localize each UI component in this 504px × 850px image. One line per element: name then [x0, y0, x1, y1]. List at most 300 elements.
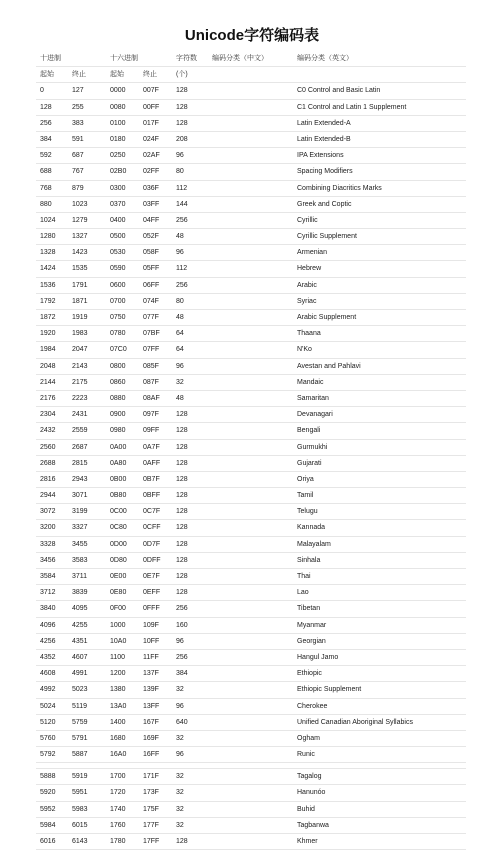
cell-dec-start: 2176	[40, 394, 56, 402]
cell-category-en: Devanagari	[297, 411, 333, 419]
cell-hex-end: 03FF	[143, 200, 160, 208]
cell-dec-start: 3456	[40, 556, 56, 564]
cell-hex-start: 0880	[110, 394, 126, 402]
table-row	[36, 472, 466, 488]
cell-dec-start: 1872	[40, 314, 56, 321]
cell-hex-start: 1760	[110, 821, 126, 829]
table-row	[36, 164, 466, 180]
cell-category-en: Mandaic	[297, 378, 324, 386]
table-row	[36, 83, 466, 99]
cell-category-en: Ogham	[297, 734, 320, 742]
cell-category-en: Thai	[297, 573, 311, 580]
cell-category-en: Malayalam	[297, 540, 331, 548]
cell-dec-end: 3455	[72, 540, 88, 548]
cell-hex-end: 137F	[143, 670, 159, 678]
cell-hex-start: 0530	[110, 249, 126, 257]
cell-dec-start: 688	[40, 168, 52, 176]
cell-category-en: Arabic Supplement	[297, 314, 357, 321]
cell-category-en: Unified Canadian Aboriginal Syllabics	[297, 718, 413, 726]
cell-dec-start: 2816	[40, 475, 56, 483]
cell-char-count: 48	[176, 314, 184, 321]
cell-hex-end: 0FFF	[143, 605, 160, 613]
cell-category-en: Buhid	[297, 805, 315, 813]
table-row	[36, 100, 466, 116]
cell-dec-end: 1919	[72, 314, 88, 321]
table-row	[36, 359, 466, 375]
cell-hex-start: 0C80	[110, 524, 127, 532]
cell-category-en: IPA Extensions	[297, 152, 344, 160]
cell-dec-start: 2688	[40, 459, 56, 467]
table-row	[36, 682, 466, 698]
table-row	[36, 769, 466, 785]
cell-category-en: N'Ko	[297, 346, 312, 354]
cell-hex-end: 02AF	[143, 152, 160, 160]
cell-hex-end: 0BFF	[143, 492, 161, 500]
cell-char-count: 128	[176, 103, 188, 111]
cell-dec-end: 5791	[72, 734, 88, 742]
cell-category-en: Sinhala	[297, 556, 321, 564]
cell-hex-end: 08AF	[143, 394, 160, 402]
cell-dec-start: 592	[40, 152, 52, 160]
cell-hex-start: 0100	[110, 119, 126, 127]
cell-dec-start: 1024	[40, 216, 56, 224]
cell-dec-end: 5759	[72, 718, 88, 726]
cell-category-en: Cyrillic	[297, 216, 318, 224]
cell-dec-end: 5119	[72, 702, 88, 710]
cell-hex-start: 1400	[110, 718, 126, 726]
cell-hex-end: 09FF	[143, 427, 160, 435]
cell-dec-end: 4607	[72, 653, 88, 661]
cell-char-count: 128	[176, 589, 188, 597]
table-row	[36, 391, 466, 407]
table-row	[36, 278, 466, 294]
table-row	[36, 456, 466, 472]
cell-char-count: 128	[176, 459, 188, 467]
cell-hex-end: 06FF	[143, 281, 160, 289]
table-row	[36, 423, 466, 439]
cell-char-count: 128	[176, 508, 188, 516]
cell-category-en: Hangul Jamo	[297, 653, 339, 661]
cell-dec-start: 1920	[40, 330, 56, 338]
cell-hex-end: 02FF	[143, 168, 160, 176]
cell-dec-start: 5792	[40, 751, 56, 759]
cell-dec-start: 3712	[40, 589, 56, 597]
cell-hex-end: 0DFF	[143, 556, 161, 564]
cell-dec-start: 2432	[40, 427, 56, 435]
cell-hex-end: 139F	[143, 686, 159, 694]
cell-char-count: 96	[176, 362, 184, 370]
cell-dec-end: 879	[72, 184, 84, 192]
cell-dec-end: 2559	[72, 427, 88, 435]
cell-category-en: Bengali	[297, 427, 321, 435]
cell-hex-start: 1740	[110, 805, 126, 813]
cell-dec-start: 2560	[40, 443, 56, 451]
cell-dec-end: 5951	[72, 789, 88, 797]
cell-char-count: 128	[176, 492, 188, 500]
cell-hex-start: 0080	[110, 103, 126, 111]
cell-category-en: Gujarati	[297, 459, 322, 467]
cell-hex-start: 1780	[110, 838, 126, 845]
cell-hex-end: 097F	[143, 411, 159, 419]
cell-category-en: Tamil	[297, 492, 314, 500]
cell-category-en: Cyrillic Supplement	[297, 233, 357, 241]
cell-hex-start: 0700	[110, 297, 126, 305]
cell-hex-start: 0500	[110, 233, 126, 241]
cell-category-en: Tagbanwa	[297, 821, 329, 829]
table-row	[36, 504, 466, 520]
cell-hex-end: 074F	[143, 297, 159, 305]
cell-char-count: 640	[176, 718, 188, 726]
cell-char-count: 256	[176, 653, 188, 661]
cell-hex-start: 0590	[110, 265, 126, 273]
cell-hex-end: 0B7F	[143, 475, 160, 483]
cell-dec-end: 6015	[72, 821, 88, 829]
cell-char-count: 256	[176, 605, 188, 613]
cell-dec-start: 5920	[40, 789, 56, 797]
cell-dec-start: 2304	[40, 411, 56, 419]
table-header-top	[36, 51, 466, 67]
cell-char-count: 112	[176, 265, 188, 273]
cell-hex-end: 0E7F	[143, 573, 160, 580]
cell-char-count: 32	[176, 789, 184, 797]
cell-hex-end: 11FF	[143, 653, 159, 661]
cell-dec-end: 2143	[72, 362, 88, 370]
table-row	[36, 229, 466, 245]
cell-dec-end: 1023	[72, 200, 88, 208]
cell-category-en: Gurmukhi	[297, 443, 328, 451]
cell-char-count: 96	[176, 637, 184, 645]
cell-dec-end: 2175	[72, 378, 88, 386]
cell-char-count: 96	[176, 751, 184, 759]
header-hex: 十六进制	[110, 55, 138, 62]
table-row	[36, 148, 466, 164]
cell-category-en: Lao	[297, 589, 309, 597]
table-row	[36, 294, 466, 310]
cell-dec-start: 3200	[40, 524, 56, 532]
table-row	[36, 132, 466, 148]
table-row	[36, 585, 466, 601]
cell-dec-end: 2431	[72, 411, 88, 419]
cell-dec-end: 2223	[72, 394, 88, 402]
header-category-en: 编码分类（英文）	[297, 55, 353, 62]
cell-dec-start: 3840	[40, 605, 56, 613]
header-category-cn: 编码分类（中文）	[212, 55, 268, 62]
cell-hex-start: 1100	[110, 653, 126, 661]
cell-char-count: 64	[176, 346, 184, 354]
cell-dec-start: 880	[40, 200, 52, 208]
table-body-continued	[36, 769, 466, 850]
cell-category-en: Cherokee	[297, 702, 328, 710]
cell-hex-end: 007F	[143, 87, 159, 95]
cell-hex-start: 0A00	[110, 443, 127, 451]
cell-dec-start: 4608	[40, 670, 56, 678]
cell-hex-start: 0B80	[110, 492, 127, 500]
cell-hex-start: 0250	[110, 152, 126, 160]
cell-hex-end: 0AFF	[143, 459, 161, 467]
table-row	[36, 245, 466, 261]
cell-hex-end: 077F	[143, 314, 159, 321]
cell-hex-start: 1680	[110, 734, 126, 742]
cell-hex-end: 171F	[143, 773, 159, 781]
cell-dec-start: 1328	[40, 249, 56, 257]
cell-category-en: Hanunóo	[297, 789, 326, 797]
cell-hex-end: 07FF	[143, 346, 160, 354]
cell-hex-end: 024F	[143, 135, 159, 143]
cell-hex-start: 1380	[110, 686, 126, 694]
cell-dec-end: 4095	[72, 605, 88, 613]
cell-char-count: 144	[176, 200, 188, 208]
table-row	[36, 116, 466, 132]
cell-hex-end: 085F	[143, 362, 159, 370]
cell-dec-start: 4352	[40, 653, 56, 661]
cell-char-count: 32	[176, 734, 184, 742]
cell-dec-end: 5919	[72, 773, 88, 781]
cell-char-count: 128	[176, 475, 188, 483]
cell-dec-end: 3199	[72, 508, 88, 516]
cell-hex-end: 00FF	[143, 103, 160, 111]
cell-dec-end: 1279	[72, 216, 88, 224]
table-row	[36, 310, 466, 326]
cell-hex-end: 13FF	[143, 702, 160, 710]
cell-dec-start: 6016	[40, 838, 56, 845]
cell-dec-end: 3071	[72, 492, 88, 500]
cell-dec-end: 1535	[72, 265, 88, 273]
cell-hex-end: 036F	[143, 184, 159, 192]
table-row	[36, 699, 466, 715]
cell-hex-start: 0300	[110, 184, 126, 192]
cell-dec-start: 1984	[40, 346, 56, 354]
cell-category-en: Georgian	[297, 637, 326, 645]
cell-category-en: Runic	[297, 751, 315, 759]
cell-hex-start: 1200	[110, 670, 126, 678]
cell-char-count: 128	[176, 411, 188, 419]
cell-dec-end: 5023	[72, 686, 88, 694]
cell-dec-end: 2687	[72, 443, 88, 451]
cell-dec-start: 1536	[40, 281, 56, 289]
cell-hex-end: 0D7F	[143, 540, 161, 548]
cell-dec-start: 5024	[40, 702, 56, 710]
cell-hex-start: 0B00	[110, 475, 127, 483]
cell-dec-end: 5983	[72, 805, 88, 813]
table-row	[36, 407, 466, 423]
cell-hex-end: 087F	[143, 378, 159, 386]
cell-char-count: 64	[176, 330, 184, 338]
page-title: Unicode字符编码表	[184, 27, 320, 44]
cell-dec-end: 6143	[72, 838, 88, 845]
cell-hex-start: 10A0	[110, 637, 127, 645]
table-row	[36, 785, 466, 801]
cell-char-count: 32	[176, 378, 184, 386]
header-count-unit: (个)	[176, 71, 188, 79]
table-row	[36, 818, 466, 834]
table-row	[36, 747, 466, 763]
cell-category-en: Greek and Coptic	[297, 200, 352, 208]
cell-dec-end: 4991	[72, 670, 88, 678]
cell-hex-start: 02B0	[110, 168, 127, 176]
cell-category-en: Latin Extended-B	[297, 135, 351, 143]
cell-char-count: 384	[176, 670, 188, 678]
cell-hex-start: 0750	[110, 314, 126, 321]
cell-char-count: 80	[176, 168, 184, 176]
table-row	[36, 569, 466, 585]
header-hex-start: 起始	[110, 71, 124, 79]
cell-char-count: 128	[176, 119, 188, 127]
cell-hex-start: 0980	[110, 427, 126, 435]
cell-category-en: Kannada	[297, 524, 326, 532]
cell-hex-start: 0180	[110, 135, 126, 143]
cell-hex-start: 0C00	[110, 508, 127, 516]
cell-hex-start: 1720	[110, 789, 126, 797]
cell-hex-start: 0A80	[110, 459, 127, 467]
cell-char-count: 96	[176, 249, 184, 257]
cell-dec-end: 1423	[72, 249, 88, 257]
cell-category-en: C1 Control and Latin 1 Supplement	[297, 103, 407, 111]
table-row	[36, 520, 466, 536]
cell-char-count: 128	[176, 556, 188, 564]
cell-dec-start: 5952	[40, 805, 56, 813]
cell-dec-end: 3327	[72, 524, 88, 532]
cell-category-en: Myanmar	[297, 621, 327, 629]
table-row	[36, 553, 466, 569]
cell-dec-start: 5888	[40, 773, 56, 781]
cell-char-count: 128	[176, 540, 188, 548]
table-header-sub	[36, 67, 466, 83]
cell-dec-end: 5887	[72, 751, 88, 759]
cell-dec-start: 4992	[40, 686, 56, 694]
cell-char-count: 48	[176, 233, 184, 241]
cell-char-count: 80	[176, 297, 184, 305]
table-row	[36, 601, 466, 617]
unicode-table	[36, 51, 466, 850]
cell-hex-start: 0400	[110, 216, 126, 224]
cell-hex-start: 16A0	[110, 751, 127, 759]
cell-category-en: C0 Control and Basic Latin	[297, 87, 381, 95]
header-decimal: 十进制	[40, 55, 61, 62]
cell-char-count: 32	[176, 805, 184, 813]
cell-dec-start: 3072	[40, 508, 56, 516]
table-row	[36, 488, 466, 504]
cell-dec-end: 3583	[72, 556, 88, 564]
table-row	[36, 213, 466, 229]
cell-hex-end: 0C7F	[143, 508, 161, 516]
cell-dec-end: 3711	[72, 573, 88, 580]
cell-hex-start: 0370	[110, 200, 126, 208]
cell-hex-end: 175F	[143, 805, 159, 813]
table-row	[36, 342, 466, 358]
table-row	[36, 666, 466, 682]
cell-dec-start: 0	[40, 87, 44, 95]
cell-hex-end: 169F	[143, 734, 159, 742]
cell-dec-start: 2944	[40, 492, 56, 500]
cell-dec-start: 2048	[40, 362, 56, 370]
cell-hex-start: 0D00	[110, 540, 127, 548]
cell-hex-end: 10FF	[143, 637, 160, 645]
cell-dec-start: 5760	[40, 734, 56, 742]
cell-category-en: Ethiopic Supplement	[297, 686, 362, 694]
header-dec-start: 起始	[40, 71, 54, 79]
cell-char-count: 128	[176, 427, 188, 435]
cell-dec-end: 127	[72, 87, 84, 95]
cell-char-count: 96	[176, 702, 184, 710]
cell-dec-end: 767	[72, 168, 84, 176]
cell-dec-end: 1791	[72, 281, 88, 289]
cell-char-count: 128	[176, 573, 188, 580]
cell-hex-start: 1000	[110, 621, 126, 629]
cell-dec-start: 1280	[40, 233, 56, 241]
cell-hex-end: 052F	[143, 233, 159, 241]
cell-dec-end: 4351	[72, 637, 88, 645]
cell-dec-end: 1983	[72, 330, 88, 338]
table-row	[36, 181, 466, 197]
cell-hex-end: 07BF	[143, 330, 160, 338]
cell-hex-start: 0D80	[110, 556, 127, 564]
cell-hex-end: 109F	[143, 621, 159, 629]
cell-dec-start: 256	[40, 119, 52, 127]
cell-category-en: Hebrew	[297, 265, 322, 273]
cell-dec-start: 5120	[40, 718, 56, 726]
cell-char-count: 128	[176, 87, 188, 95]
cell-dec-end: 687	[72, 152, 84, 160]
cell-category-en: Combining Diacritics Marks	[297, 184, 382, 192]
cell-hex-start: 0000	[110, 87, 126, 95]
table-row	[36, 440, 466, 456]
table-body	[36, 83, 466, 763]
cell-dec-end: 2943	[72, 475, 88, 483]
cell-dec-start: 3584	[40, 573, 56, 580]
cell-hex-end: 173F	[143, 789, 159, 797]
cell-hex-end: 058F	[143, 249, 159, 257]
cell-dec-start: 128	[40, 103, 52, 111]
table-row	[36, 634, 466, 650]
cell-char-count: 32	[176, 773, 184, 781]
cell-char-count: 96	[176, 152, 184, 160]
table-row	[36, 261, 466, 277]
cell-hex-start: 13A0	[110, 702, 127, 710]
cell-hex-start: 0F00	[110, 605, 126, 613]
cell-char-count: 256	[176, 216, 188, 224]
cell-category-en: Tagalog	[297, 773, 322, 781]
table-row	[36, 650, 466, 666]
cell-char-count: 160	[176, 621, 188, 629]
cell-dec-end: 383	[72, 119, 84, 127]
cell-dec-end: 591	[72, 135, 84, 143]
cell-hex-start: 07C0	[110, 346, 127, 354]
cell-hex-start: 0E00	[110, 573, 127, 580]
cell-dec-start: 2144	[40, 378, 56, 386]
cell-hex-end: 0CFF	[143, 524, 161, 532]
table-row	[36, 834, 466, 850]
cell-hex-end: 0A7F	[143, 443, 160, 451]
cell-hex-start: 0780	[110, 330, 126, 338]
cell-hex-end: 04FF	[143, 216, 160, 224]
cell-char-count: 128	[176, 443, 188, 451]
header-count: 字符数	[176, 55, 197, 62]
cell-category-en: Khmer	[297, 838, 318, 845]
cell-hex-end: 0EFF	[143, 589, 161, 597]
cell-char-count: 48	[176, 394, 184, 402]
cell-hex-start: 1700	[110, 773, 126, 781]
table-row	[36, 375, 466, 391]
cell-dec-start: 5984	[40, 821, 56, 829]
cell-dec-start: 3328	[40, 540, 56, 548]
cell-category-en: Syriac	[297, 297, 317, 305]
cell-category-en: Spacing Modifiers	[297, 168, 353, 176]
cell-dec-start: 768	[40, 184, 52, 192]
cell-dec-start: 384	[40, 135, 52, 143]
cell-category-en: Samaritan	[297, 394, 329, 402]
cell-char-count: 256	[176, 281, 188, 289]
cell-category-en: Telugu	[297, 508, 318, 516]
